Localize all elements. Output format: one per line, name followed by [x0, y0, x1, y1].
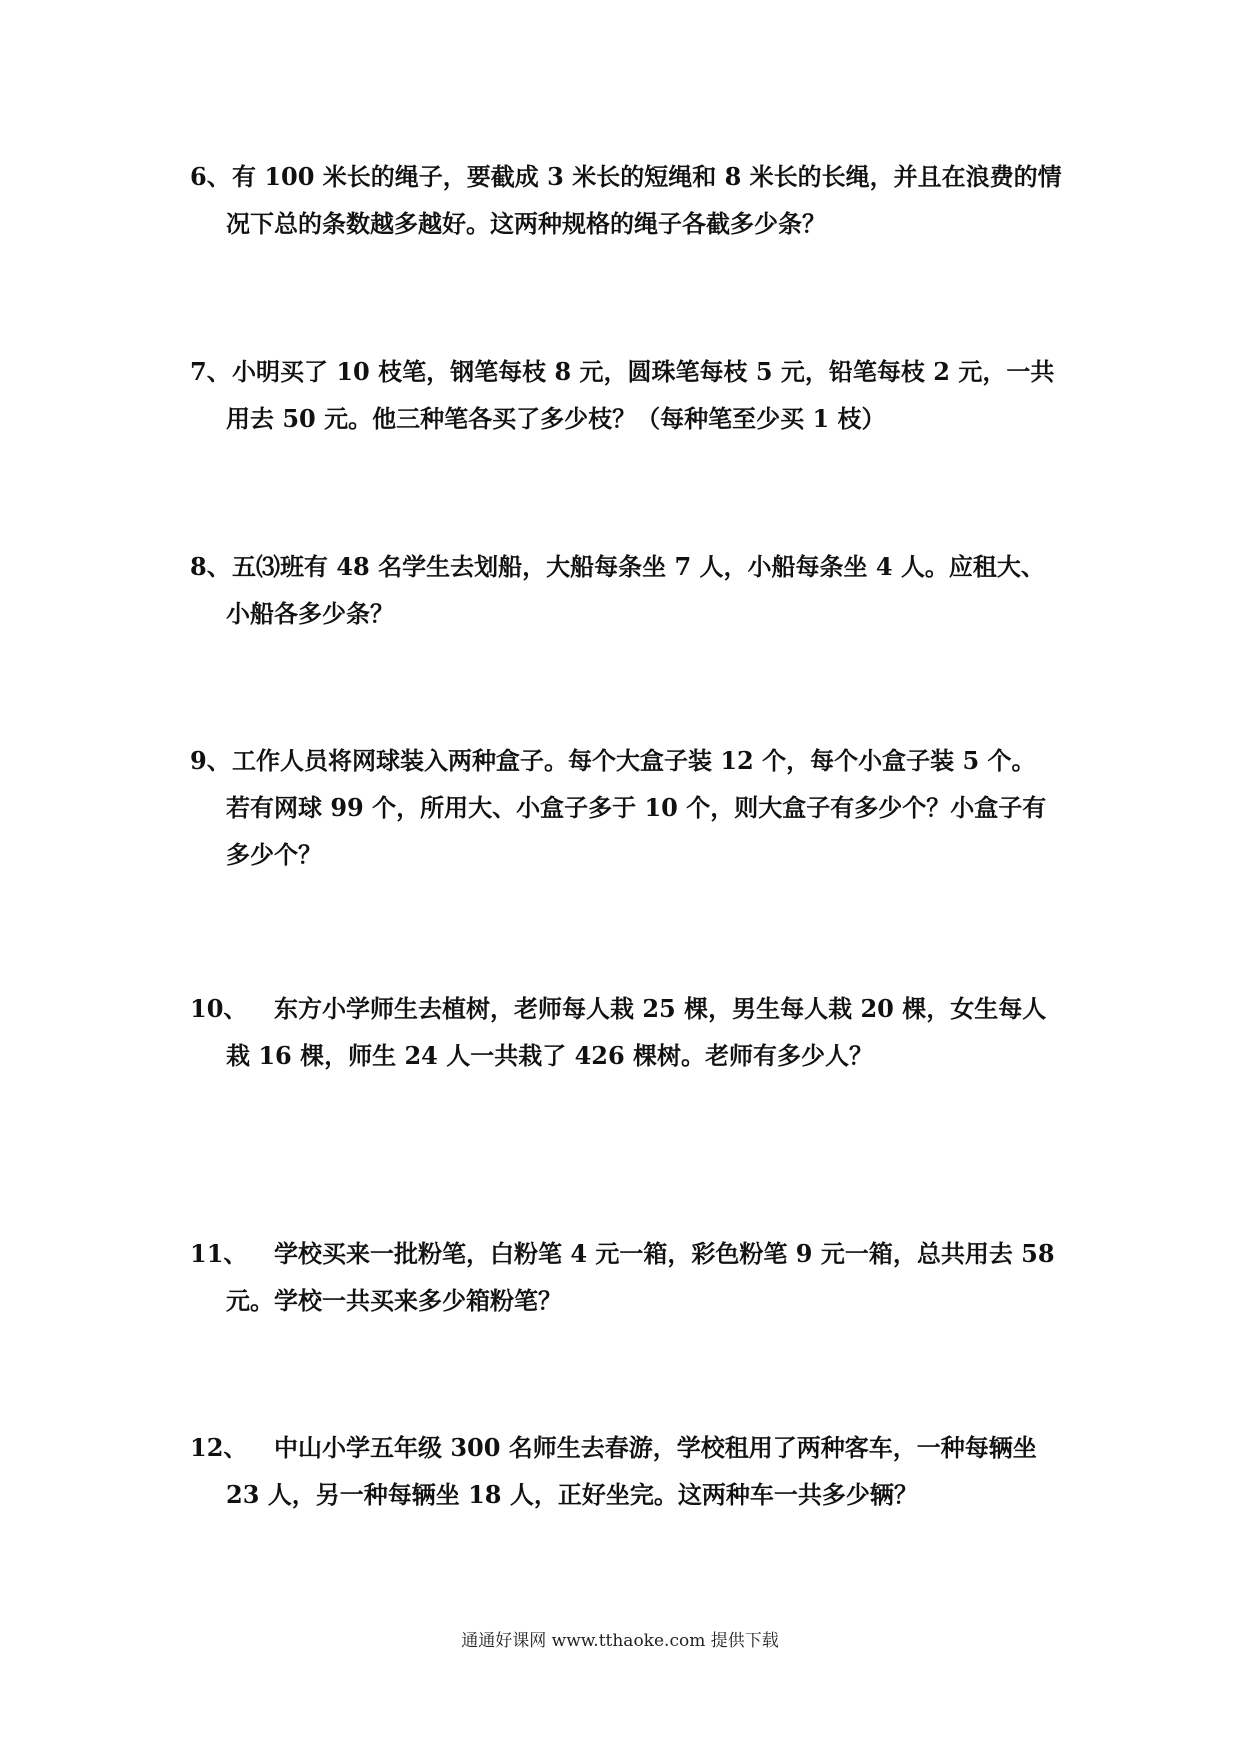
- problem-text-line: 小明买了 10 枝笔，钢笔每枝 8 元，圆珠笔每枝 5 元，铅笔每枝 2 元，一共: [232, 357, 1055, 386]
- problem-text-line: 学校买来一批粉笔，白粉笔 4 元一箱，彩色粉笔 9 元一箱，总共用去 58: [274, 1239, 1055, 1268]
- problem-text-line: 五⑶班有 48 名学生去划船，大船每条坐 7 人，小船每条坐 4 人。应租大、: [232, 552, 1045, 581]
- problem-number: 10、: [190, 994, 248, 1023]
- page-footer: 通通好课网 www.tthaoke.com 提供下载: [461, 1631, 779, 1651]
- problem-number: 6、: [190, 162, 231, 191]
- problem-text-line: 元。学校一共买来多少箱粉笔？: [226, 1286, 562, 1315]
- problem-9: [190, 737, 1070, 878]
- problem-text-line: 有 100 米长的绳子，要截成 3 米长的短绳和 8 米长的长绳，并且在浪费的情: [232, 162, 1062, 191]
- problem-text-line: 工作人员将网球装入两种盒子。每个大盒子装 12 个，每个小盒子装 5 个。: [232, 746, 1036, 775]
- problem-7: [190, 348, 1070, 442]
- problem-text-line: 况下总的条数越多越好。这两种规格的绳子各截多少条？: [226, 209, 826, 238]
- problem-text-line: 中山小学五年级 300 名师生去春游，学校租用了两种客车，一种每辆坐: [274, 1433, 1037, 1462]
- problem-number: 7、: [190, 357, 231, 386]
- problem-number: 8、: [190, 552, 231, 581]
- problem-number: 12、: [190, 1433, 248, 1462]
- problem-12: [190, 1424, 1070, 1518]
- problem-text-line: 东方小学师生去植树，老师每人栽 25 棵，男生每人栽 20 棵，女生每人: [274, 994, 1047, 1023]
- problem-text-line: 若有网球 99 个，所用大、小盒子多于 10 个，则大盒子有多少个？小盒子有: [226, 793, 1047, 822]
- problem-text-line: 23 人，另一种每辆坐 18 人，正好坐完。这两种车一共多少辆？: [226, 1480, 918, 1509]
- problem-text-line: 栽 16 棵，师生 24 人一共栽了 426 棵树。老师有多少人？: [226, 1041, 874, 1070]
- problem-text-line: 多少个？: [226, 840, 322, 869]
- problem-text-line: 用去 50 元。他三种笔各买了多少枝？（每种笔至少买 1 枝）: [226, 404, 886, 433]
- problem-10: [190, 985, 1070, 1079]
- problem-number: 9、: [190, 746, 231, 775]
- problem-11: [190, 1230, 1070, 1324]
- problem-6: [190, 153, 1070, 247]
- problem-text-line: 小船各多少条？: [226, 599, 394, 628]
- problem-number: 11、: [190, 1239, 248, 1268]
- problem-8: [190, 543, 1070, 637]
